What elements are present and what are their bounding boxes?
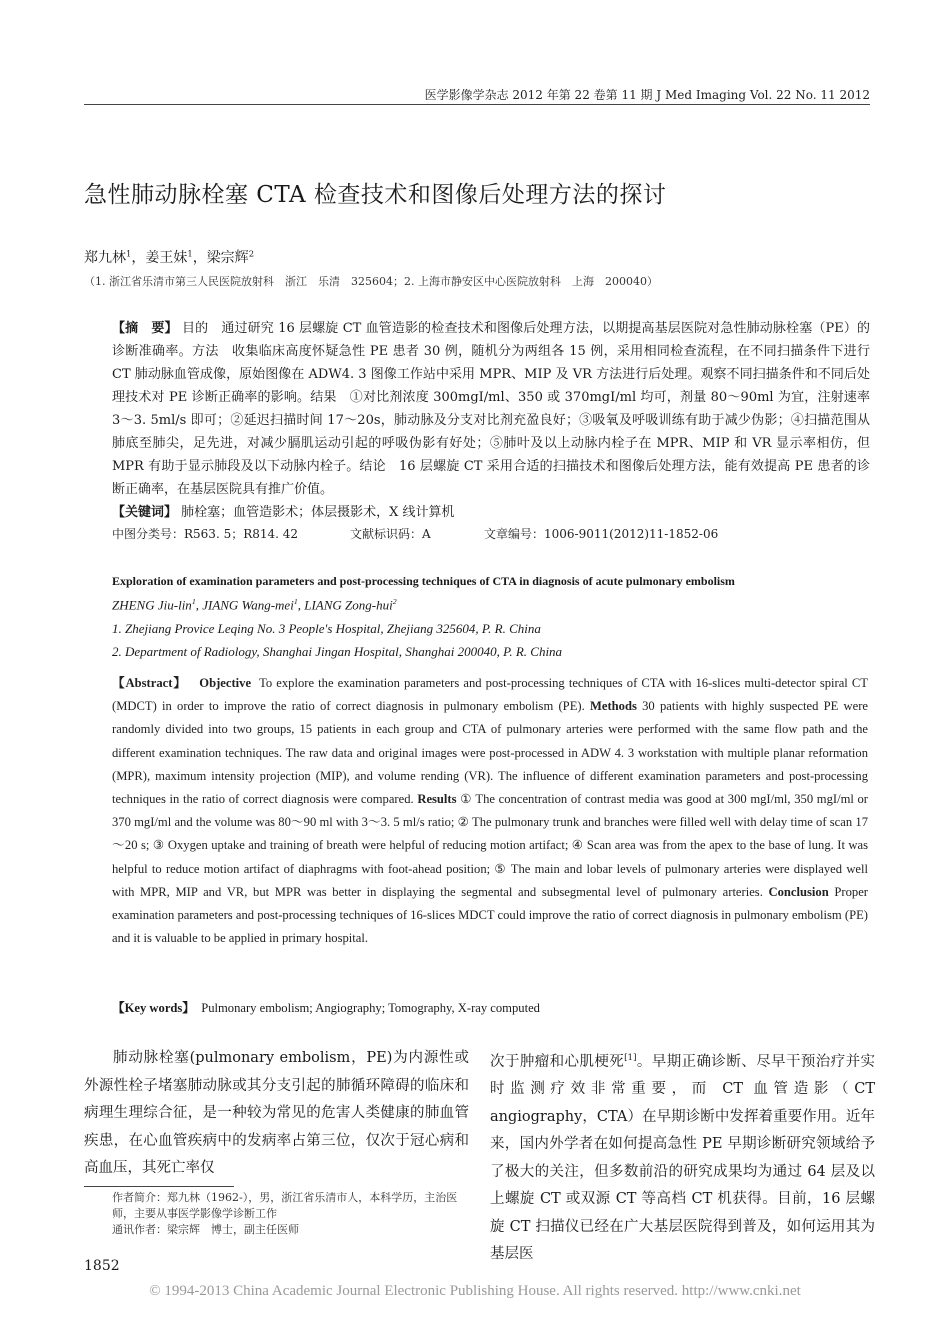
results-text: ① The concentration of contrast media was good at 300 mgI/ml, 350 mgI/ml or 370 mgI/ml and the volume was 80～90 ml with 3～3. 5 ml/s ratio; ② The pulmonary trunk and branches were filled well with delay time of scan 17～20 s; ③ Oxygen uptake and training of breath were helpful of reducing motion artifact; ④ Scan area was from the apex to the base of lung. It was helpful to reduce motion artifact of diaphragms with foot-ahead position; ⑤ The main and lobar levels of pulmonary arteries were displayed well with MPR, MIP and VR, but MPR was better in displaying the segmental and subsegmental level of pulmonary arteries. <box>112 792 869 899</box>
affiliation-cn: （1. 浙江省乐清市第三人民医院放射科 浙江 乐清 325604；2. 上海市静安区中心医院放射科 上海 200040） <box>84 275 658 288</box>
authors-en: ZHENG Jiu-lin$^1$, JIANG Wang-mei$^1$, LIANG Zong-hui$^2$ <box>112 597 397 613</box>
author-sup: 1 <box>126 248 132 259</box>
conclusion-text: Proper examination parameters and post-processing techniques of 16-slices MDCT could improve the ratio of correct diagnosis in pulmonary embolism (PE) and it is valuable to be applied in primary hospital. <box>112 884 868 946</box>
authors-cn: 郑九林$^1$，姜王妹$^1$，梁宗辉$^2$ <box>84 248 255 266</box>
page-number: 1852 <box>84 1258 120 1274</box>
methods-label: Methods <box>589 699 637 714</box>
objective-label: Objective <box>199 676 252 690</box>
citation-ref: [1] <box>624 1053 637 1063</box>
document-code: 文献标识码：A <box>350 527 431 541</box>
footnote-rule <box>84 1186 234 1187</box>
results-label: Results <box>417 792 457 807</box>
conclusion-label: Conclusion <box>768 884 829 899</box>
affiliation-en-2: 2. Department of Radiology, Shanghai Jingan Hospital, Shanghai 200040, P. R. China <box>112 644 563 659</box>
author-name: LIANG Zong-hui <box>304 597 393 613</box>
paper-title-cn: 急性肺动脉栓塞 CTA 检查技术和图像后处理方法的探讨 <box>84 182 667 208</box>
keywords-en-text: Pulmonary embolism; Angiography; Tomography, X-ray computed <box>201 1001 540 1015</box>
header-rule <box>84 104 870 105</box>
author-name: ZHENG Jiu-lin <box>112 597 192 613</box>
methods-text: 30 patients with highly suspected PE were randomly divided into two groups, 15 patients in each group and CTA of pulmonary arteries were performed with the same flow path and the different examination techniques. The raw data and original images were post-processed in ADW 4. 3 workstation with multiple planar reformation (MPR), maximum intensity projection (MIP), and volume rending (VR). The influence of different examination parameters and post-processing techniques in the ratio of correct diagnosis were compared. <box>112 699 869 807</box>
author-sup: 2 <box>248 248 255 259</box>
body-column-right <box>490 1045 875 1269</box>
abstract-en <box>112 672 868 950</box>
author-name: 梁宗辉 <box>206 250 249 266</box>
author-sup: 1 <box>187 248 193 259</box>
copyright-footer: © 1994-2013 China Academic Journal Electronic Publishing House. All rights reserved. http://www.cnki.net <box>149 1283 801 1299</box>
keywords-en <box>112 997 868 1016</box>
body-column-left: 肺动脉栓塞(pulmonary embolism，PE)为内源性或外源性栓子堵塞肺动脉或其分支引起的肺循环障碍的临床和病理生理综合征，是一种较为常见的危害人类健康的肺血管疾患，在心血管疾病中的发病率占第三位，仅次于冠心病和高血压，其死亡率仅 <box>84 1050 469 1176</box>
abstract-cn-text: 目的 通过研究 16 层螺旋 CT 血管造影的检查技术和图像后处理方法，以期提高基层医院对急性肺动脉栓塞（PE）的诊断准确率。方法 收集临床高度怀疑急性 PE 患者 30 例，随机分为两组各 15 例，采用相同检查流程，在不同扫描条件下进行 CT 肺动脉血管成像，原始图像在 ADW4. 3 图像工作站中采用 MPR、MIP 及 VR 方法进行后处理。观察不同扫描条件和不同后处理技术对 PE 诊断正确率的影响。结果 ①对比剂浓度 300mgI/ml、350 或 370mgI/ml 均可，剂量 80～90ml 为宜，注射速率 3～3. 5ml/s 即可；②延迟扫描时间 17～20s，肺动脉及分支对比剂充盈良好；③吸氧及呼吸训练有助于减少伪影；④扫描范围从肺底至肺尖，足先进，对减少膈肌运动引起的呼吸伪影有好处；⑤肺叶及以上动脉内栓子在 MPR、MIP 和 VR 显示率相仿，但 MPR 有助于显示肺段及以下动脉内栓子。结论 16 层螺旋 CT 采用合适的扫描技术和图像后处理方法，能有效提高 PE 患者的诊断正确率，在基层医院具有推广价值。 <box>112 321 870 497</box>
footnote-author-bio: 作者简介：郑九林（1962-），男，浙江省乐清市人，本科学历，主治医师，主要从事医学影像学诊断工作 <box>112 1191 458 1220</box>
author-sup: 2 <box>392 597 397 606</box>
author-sup: 1 <box>191 597 196 606</box>
footnote-correspondence: 通讯作者：梁宗辉 博士，副主任医师 <box>112 1223 299 1236</box>
author-name: 郑九林 <box>84 250 126 266</box>
abstract-en-label: 【Abstract】 <box>112 676 187 690</box>
objective-text: To explore the examination parameters and post-processing techniques of CTA with 16-slices multi-detector spiral CT (MDCT) in order to improve the ratio of correct diagnosis in pulmonary embolism (PE). <box>112 676 868 714</box>
article-number: 文章编号：1006-9011(2012)11-1852-06 <box>484 527 719 541</box>
abstract-cn-label: 【摘 要】 <box>112 321 178 336</box>
keywords-en-label: 【Key words】 <box>112 1001 195 1015</box>
author-sup: 1 <box>293 597 298 606</box>
abstract-cn <box>112 317 870 524</box>
running-header: 医学影像学杂志 2012 年第 22 卷第 11 期 J Med Imaging Vol. 22 No. 11 2012 <box>424 88 870 102</box>
clc-number: 中图分类号：R563. 5；R814. 42 <box>112 527 299 541</box>
author-name: 姜王妹 <box>145 250 188 266</box>
keywords-cn-text: 肺栓塞；血管造影术；体层摄影术，X 线计算机 <box>177 505 455 520</box>
author-name: JIANG Wang-mei <box>202 597 294 613</box>
affiliation-en-1: 1. Zhejiang Provice Leqing No. 3 People's Hospital, Zhejiang 325604, P. R. China <box>112 621 541 636</box>
paper-title-en: Exploration of examination parameters and post-processing techniques of CTA in diagnosis of acute pulmonary embolism <box>112 574 735 588</box>
body-text: 。早期正确诊断、尽早干预治疗并实时监测疗效非常重要，而 CT 血管造影（CT angiography，CTA）在早期诊断中发挥着重要作用。近年来，国内外学者在如何提高急性 PE 早期诊断研究领域给予了极大的关注，但多数前沿的研究成果均为通过 64 层及以上螺旋 CT 或双源 CT 等高档 CT 机获得。目前，16 层螺旋 CT 扫描仪已经在广大基层医院得到普及，如何运用其为基层医 <box>490 1053 876 1263</box>
body-text: 次于肿瘤和心肌梗死 <box>490 1053 625 1070</box>
keywords-cn-label: 【关键词】 <box>112 505 178 520</box>
